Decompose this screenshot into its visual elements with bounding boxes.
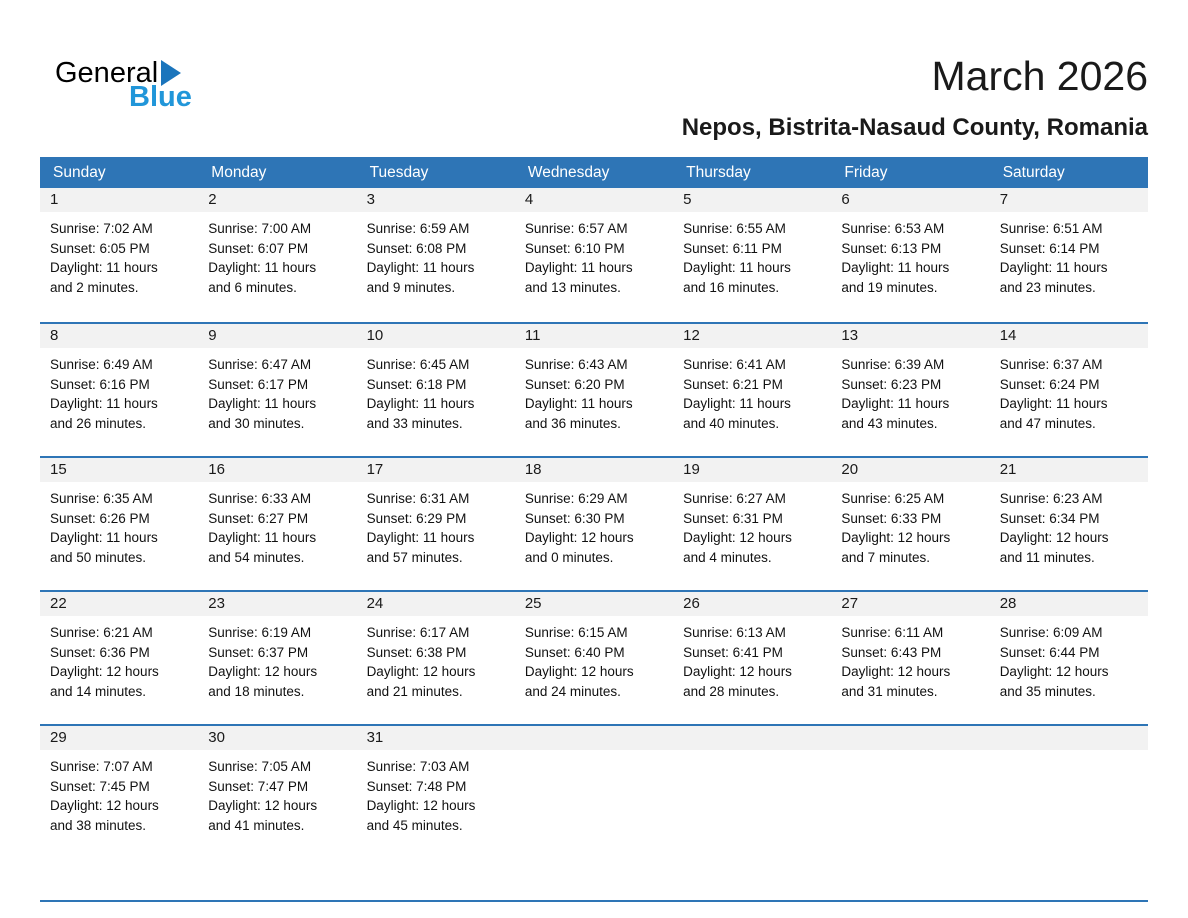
day-number: 24 (357, 592, 515, 616)
daylight-text-line1: Daylight: 12 hours (366, 664, 476, 679)
day-number: 31 (357, 726, 515, 750)
daylight-text-line1: Daylight: 12 hours (683, 664, 792, 679)
day-number (990, 726, 1148, 750)
header-titles (682, 52, 1148, 142)
sunrise-text: Sunrise: 6:53 AM (841, 221, 945, 236)
day-cell (40, 188, 198, 322)
sunrise-text: Sunrise: 6:45 AM (366, 357, 470, 372)
day-cell (990, 458, 1148, 590)
daylight-text-line1: Daylight: 11 hours (366, 530, 475, 545)
sunset-text: Sunset: 6:38 PM (366, 644, 467, 660)
day-number: 1 (40, 188, 198, 212)
day-cell-body (515, 348, 673, 433)
day-cell (357, 726, 515, 900)
daylight-text-line1: Daylight: 12 hours (683, 530, 792, 545)
day-cell-body (198, 348, 356, 433)
daylight-text-line2: and 28 minutes. (683, 683, 780, 699)
sunset-text: Sunset: 6:20 PM (524, 376, 625, 392)
day-number: 15 (40, 458, 198, 482)
sunset-text: Sunset: 6:41 PM (683, 644, 783, 660)
day-cell (198, 188, 356, 322)
sunrise-text: Sunrise: 6:35 AM (50, 491, 153, 506)
day-cell-body (673, 482, 831, 567)
day-cell-body (673, 212, 831, 297)
daylight-text-line1: Daylight: 11 hours (50, 260, 158, 275)
sunrise-text: Sunrise: 6:33 AM (208, 491, 312, 506)
day-cell (673, 458, 831, 590)
day-cell (198, 726, 356, 900)
weekday-header-wednesday: Wednesday (527, 163, 610, 181)
day-number: 26 (673, 592, 831, 616)
day-number: 3 (357, 188, 515, 212)
sunset-text: Sunset: 6:40 PM (524, 644, 625, 660)
page-subtitle: Nepos, Bistrita-Nasaud County, Romania (681, 114, 1148, 141)
day-cell-body (515, 482, 673, 567)
sunset-text: Sunset: 7:47 PM (208, 778, 309, 794)
sunset-text: Sunset: 6:17 PM (208, 376, 309, 392)
sunset-text: Sunset: 6:26 PM (50, 510, 150, 526)
day-cell (515, 592, 673, 724)
day-cell-body (357, 482, 515, 567)
daylight-text-line2: and 6 minutes. (208, 279, 297, 295)
empty-day-cell (515, 726, 673, 900)
weekday-header-tuesday: Tuesday (369, 163, 429, 181)
day-number: 21 (990, 458, 1148, 482)
daylight-text-line2: and 47 minutes. (999, 415, 1096, 431)
day-cell (515, 458, 673, 590)
logo-word-blue: Blue (129, 81, 192, 113)
sunrise-text: Sunrise: 6:43 AM (524, 357, 628, 372)
sunset-text: Sunset: 6:07 PM (208, 240, 309, 256)
daylight-text-line2: and 11 minutes. (999, 549, 1095, 565)
daylight-text-line1: Daylight: 12 hours (841, 664, 951, 679)
logo-word-general: General (55, 57, 159, 89)
daylight-text-line2: and 54 minutes. (208, 549, 305, 565)
day-cell (831, 324, 989, 456)
day-cell (198, 458, 356, 590)
sunrise-text: Sunrise: 6:23 AM (999, 491, 1103, 506)
sunset-text: Sunset: 6:30 PM (524, 510, 625, 526)
daylight-text-line1: Daylight: 12 hours (366, 798, 476, 813)
sunrise-text: Sunrise: 6:09 AM (999, 625, 1103, 640)
day-number: 11 (515, 324, 673, 348)
sunset-text: Sunset: 6:33 PM (841, 510, 942, 526)
day-cell-body (990, 616, 1148, 701)
day-cell (831, 458, 989, 590)
daylight-text-line1: Daylight: 11 hours (208, 530, 317, 545)
week-row (40, 590, 1148, 724)
day-cell (673, 324, 831, 456)
day-number: 9 (198, 324, 356, 348)
weekday-header-sunday: Sunday (53, 163, 106, 181)
day-cell-body (831, 482, 989, 567)
sunrise-text: Sunrise: 6:59 AM (366, 221, 470, 236)
sunrise-text: Sunrise: 6:17 AM (366, 625, 470, 640)
sunset-text: Sunset: 6:43 PM (841, 644, 942, 660)
daylight-text-line2: and 35 minutes. (999, 683, 1096, 699)
day-cell-body (357, 348, 515, 433)
sunrise-text: Sunrise: 6:25 AM (841, 491, 945, 506)
daylight-text-line1: Daylight: 12 hours (208, 664, 318, 679)
day-number (831, 726, 989, 750)
sunrise-text: Sunrise: 6:47 AM (208, 357, 312, 372)
sunrise-text: Sunrise: 6:57 AM (524, 221, 628, 236)
day-number: 27 (831, 592, 989, 616)
day-cell (40, 726, 198, 900)
sunrise-text: Sunrise: 7:00 AM (208, 221, 312, 236)
daylight-text-line2: and 16 minutes. (683, 279, 780, 295)
day-number: 7 (990, 188, 1148, 212)
sunset-text: Sunset: 7:48 PM (366, 778, 467, 794)
sunrise-text: Sunrise: 7:03 AM (366, 759, 470, 774)
sunrise-text: Sunrise: 6:39 AM (841, 357, 945, 372)
daylight-text-line1: Daylight: 11 hours (50, 396, 158, 411)
day-cell (40, 324, 198, 456)
sunset-text: Sunset: 6:11 PM (683, 240, 782, 256)
calendar-weeks (40, 188, 1148, 900)
daylight-text-line1: Daylight: 11 hours (683, 260, 791, 275)
day-cell-body (198, 212, 356, 297)
daylight-text-line1: Daylight: 11 hours (524, 396, 633, 411)
daylight-text-line1: Daylight: 11 hours (524, 260, 633, 275)
daylight-text-line2: and 38 minutes. (50, 817, 147, 833)
sunrise-text: Sunrise: 6:31 AM (366, 491, 470, 506)
daylight-text-line1: Daylight: 11 hours (841, 396, 950, 411)
daylight-text-line1: Daylight: 12 hours (999, 664, 1109, 679)
sunrise-text: Sunrise: 6:49 AM (50, 357, 153, 372)
week-row (40, 456, 1148, 590)
day-cell (357, 592, 515, 724)
day-cell-body (40, 750, 198, 835)
day-number: 18 (515, 458, 673, 482)
day-number: 5 (673, 188, 831, 212)
daylight-text-line1: Daylight: 12 hours (841, 530, 951, 545)
day-cell (831, 592, 989, 724)
day-cell-body (990, 212, 1148, 297)
sunset-text: Sunset: 6:10 PM (524, 240, 625, 256)
daylight-text-line1: Daylight: 11 hours (366, 396, 475, 411)
sunset-text: Sunset: 6:44 PM (999, 644, 1100, 660)
empty-day-cell (673, 726, 831, 900)
day-number (673, 726, 831, 750)
week-row (40, 188, 1148, 322)
day-cell-body (198, 482, 356, 567)
day-number: 14 (990, 324, 1148, 348)
daylight-text-line2: and 21 minutes. (366, 683, 463, 699)
weekday-header-monday: Monday (211, 163, 267, 181)
daylight-text-line2: and 18 minutes. (208, 683, 305, 699)
sunrise-text: Sunrise: 6:51 AM (999, 221, 1103, 236)
week-row (40, 724, 1148, 900)
daylight-text-line1: Daylight: 11 hours (841, 260, 950, 275)
daylight-text-line1: Daylight: 12 hours (524, 664, 634, 679)
day-cell (673, 188, 831, 322)
day-cell-body (831, 616, 989, 701)
daylight-text-line2: and 36 minutes. (524, 415, 621, 431)
day-number: 8 (40, 324, 198, 348)
empty-day-cell (831, 726, 989, 900)
daylight-text-line2: and 4 minutes. (683, 549, 772, 565)
weekday-header-thursday: Thursday (686, 163, 751, 181)
week-row (40, 322, 1148, 456)
sunrise-text: Sunrise: 6:19 AM (208, 625, 312, 640)
day-number: 20 (831, 458, 989, 482)
daylight-text-line2: and 13 minutes. (524, 279, 621, 295)
daylight-text-line2: and 50 minutes. (50, 549, 147, 565)
day-number: 28 (990, 592, 1148, 616)
daylight-text-line1: Daylight: 12 hours (524, 530, 634, 545)
daylight-text-line1: Daylight: 12 hours (50, 798, 159, 813)
day-cell-body (990, 482, 1148, 567)
sunset-text: Sunset: 6:05 PM (50, 240, 150, 256)
day-number: 13 (831, 324, 989, 348)
daylight-text-line1: Daylight: 12 hours (208, 798, 318, 813)
sunrise-text: Sunrise: 6:55 AM (683, 221, 786, 236)
day-number: 23 (198, 592, 356, 616)
general-blue-logo (55, 58, 192, 112)
sunrise-text: Sunrise: 7:07 AM (50, 759, 153, 774)
daylight-text-line2: and 23 minutes. (999, 279, 1096, 295)
day-cell (357, 458, 515, 590)
day-cell-body (990, 348, 1148, 433)
day-cell (990, 324, 1148, 456)
sunset-text: Sunset: 6:24 PM (999, 376, 1100, 392)
day-cell-body (198, 616, 356, 701)
daylight-text-line2: and 26 minutes. (50, 415, 147, 431)
daylight-text-line2: and 57 minutes. (366, 549, 463, 565)
sunset-text: Sunset: 6:34 PM (999, 510, 1100, 526)
day-cell-body (40, 616, 198, 701)
daylight-text-line1: Daylight: 11 hours (999, 260, 1108, 275)
day-cell-body (198, 750, 356, 835)
day-cell (40, 592, 198, 724)
sunset-text: Sunset: 6:29 PM (366, 510, 467, 526)
daylight-text-line1: Daylight: 11 hours (683, 396, 791, 411)
daylight-text-line2: and 41 minutes. (208, 817, 305, 833)
sunrise-text: Sunrise: 6:15 AM (524, 625, 628, 640)
daylight-text-line1: Daylight: 12 hours (999, 530, 1109, 545)
sunrise-text: Sunrise: 6:21 AM (50, 625, 153, 640)
sunrise-text: Sunrise: 7:02 AM (50, 221, 153, 236)
weekday-header-saturday: Saturday (1002, 163, 1065, 181)
day-number: 6 (831, 188, 989, 212)
daylight-text-line2: and 7 minutes. (841, 549, 930, 565)
sunset-text: Sunset: 6:21 PM (683, 376, 783, 392)
day-cell-body (40, 482, 198, 567)
day-cell (990, 188, 1148, 322)
day-cell (357, 188, 515, 322)
sunset-text: Sunset: 6:16 PM (50, 376, 150, 392)
sunset-text: Sunset: 6:18 PM (366, 376, 467, 392)
day-cell (515, 188, 673, 322)
daylight-text-line2: and 19 minutes. (841, 279, 938, 295)
sunset-text: Sunset: 6:27 PM (208, 510, 309, 526)
daylight-text-line2: and 33 minutes. (366, 415, 463, 431)
daylight-text-line1: Daylight: 12 hours (50, 664, 159, 679)
daylight-text-line2: and 43 minutes. (841, 415, 938, 431)
day-cell-body (357, 212, 515, 297)
sunrise-text: Sunrise: 6:27 AM (683, 491, 786, 506)
empty-day-cell (990, 726, 1148, 900)
day-cell-body (357, 616, 515, 701)
day-cell-body (40, 348, 198, 433)
sunrise-text: Sunrise: 6:41 AM (683, 357, 786, 372)
day-cell-body (831, 348, 989, 433)
day-cell (198, 592, 356, 724)
daylight-text-line2: and 40 minutes. (683, 415, 780, 431)
day-number: 19 (673, 458, 831, 482)
daylight-text-line2: and 24 minutes. (524, 683, 621, 699)
daylight-text-line1: Daylight: 11 hours (50, 530, 158, 545)
day-cell (831, 188, 989, 322)
sunrise-text: Sunrise: 6:13 AM (683, 625, 786, 640)
weekday-header-row (40, 157, 1148, 188)
day-cell-body (40, 212, 198, 297)
day-number: 16 (198, 458, 356, 482)
day-number: 10 (357, 324, 515, 348)
daylight-text-line2: and 9 minutes. (366, 279, 456, 295)
daylight-text-line1: Daylight: 11 hours (999, 396, 1108, 411)
day-cell (515, 324, 673, 456)
day-number: 22 (40, 592, 198, 616)
day-number (515, 726, 673, 750)
sunset-text: Sunset: 6:14 PM (999, 240, 1100, 256)
sunset-text: Sunset: 6:36 PM (50, 644, 150, 660)
daylight-text-line1: Daylight: 11 hours (366, 260, 475, 275)
sunrise-text: Sunrise: 6:37 AM (999, 357, 1103, 372)
day-cell-body (515, 616, 673, 701)
daylight-text-line2: and 14 minutes. (50, 683, 147, 699)
day-cell (198, 324, 356, 456)
day-cell (40, 458, 198, 590)
day-number: 29 (40, 726, 198, 750)
page-title: March 2026 (931, 53, 1148, 99)
day-number: 25 (515, 592, 673, 616)
daylight-text-line2: and 30 minutes. (208, 415, 305, 431)
calendar-table (40, 157, 1148, 902)
sunset-text: Sunset: 6:13 PM (841, 240, 942, 256)
day-number: 4 (515, 188, 673, 212)
sunrise-text: Sunrise: 6:11 AM (841, 625, 944, 640)
sunset-text: Sunset: 7:45 PM (50, 778, 150, 794)
sunrise-text: Sunrise: 7:05 AM (208, 759, 312, 774)
sunset-text: Sunset: 6:08 PM (366, 240, 467, 256)
day-cell-body (357, 750, 515, 835)
day-number: 30 (198, 726, 356, 750)
day-number: 2 (198, 188, 356, 212)
day-number: 17 (357, 458, 515, 482)
sunset-text: Sunset: 6:37 PM (208, 644, 309, 660)
daylight-text-line2: and 0 minutes. (524, 549, 614, 565)
day-cell-body (673, 348, 831, 433)
day-cell (357, 324, 515, 456)
sunrise-text: Sunrise: 6:29 AM (524, 491, 628, 506)
daylight-text-line2: and 45 minutes. (366, 817, 463, 833)
daylight-text-line2: and 2 minutes. (50, 279, 139, 295)
logo-bottom-row (129, 82, 192, 112)
sunset-text: Sunset: 6:31 PM (683, 510, 783, 526)
day-cell (990, 592, 1148, 724)
day-cell-body (515, 212, 673, 297)
sunset-text: Sunset: 6:23 PM (841, 376, 942, 392)
day-cell-body (673, 616, 831, 701)
daylight-text-line1: Daylight: 11 hours (208, 396, 317, 411)
weekday-header-friday: Friday (844, 163, 888, 181)
daylight-text-line2: and 31 minutes. (841, 683, 938, 699)
day-number: 12 (673, 324, 831, 348)
day-cell (673, 592, 831, 724)
day-cell-body (831, 212, 989, 297)
daylight-text-line1: Daylight: 11 hours (208, 260, 317, 275)
